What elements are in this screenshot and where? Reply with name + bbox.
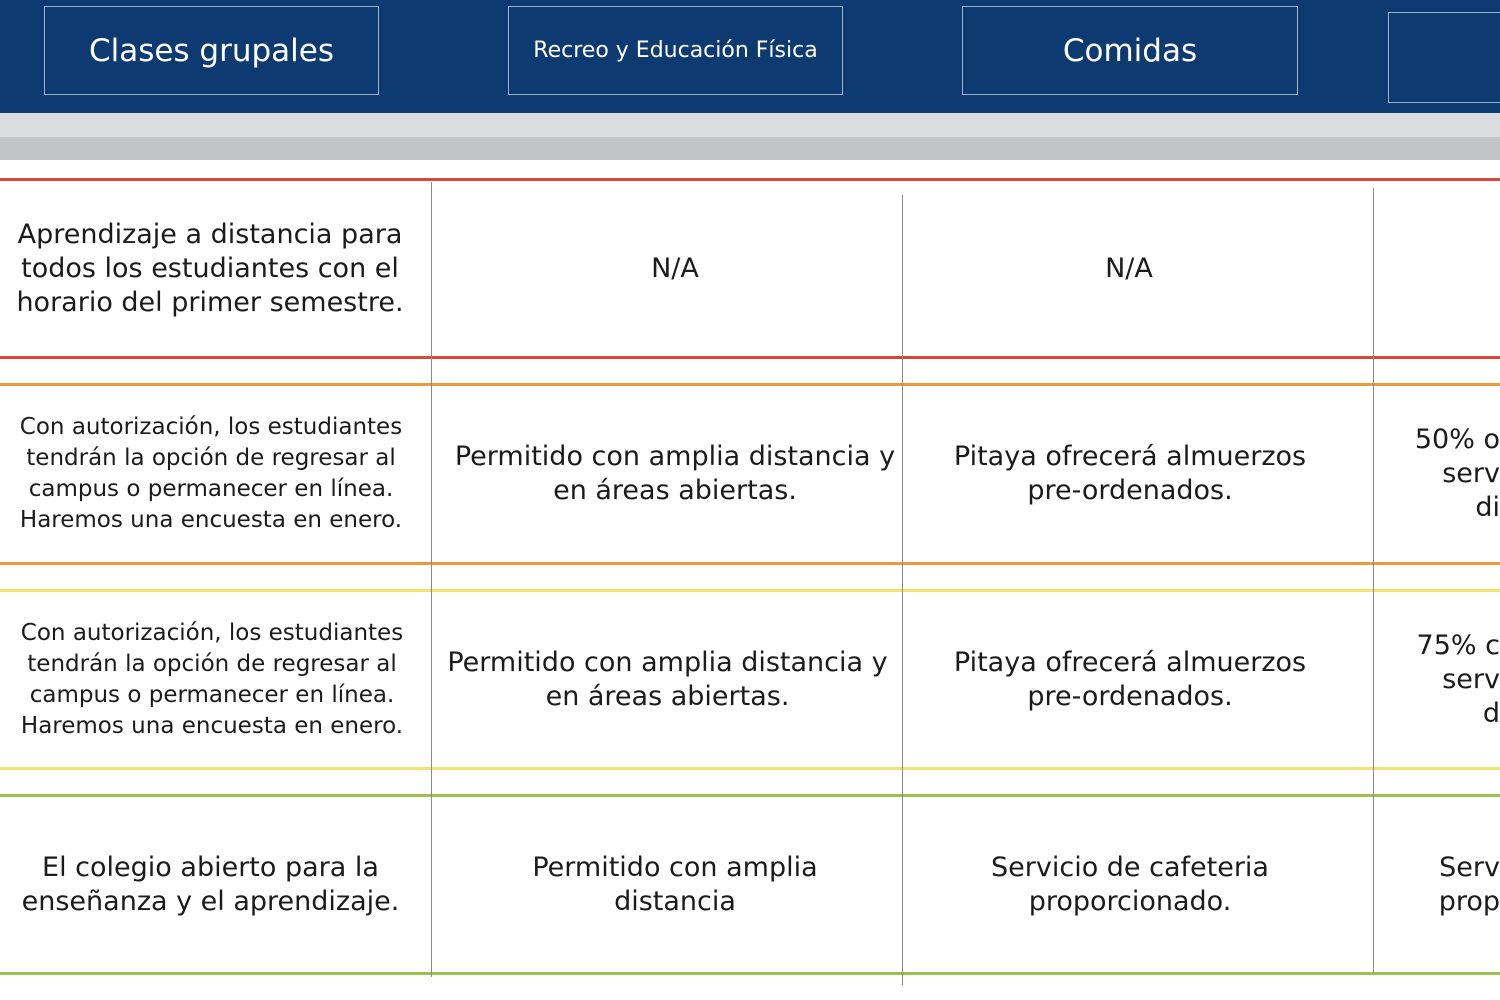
column-divider-3 — [1373, 188, 1374, 973]
cell-yellow-partial: 75% c serv d — [1416, 629, 1500, 729]
cell-red-recreo: N/A — [651, 252, 699, 284]
column-divider-1 — [431, 182, 432, 977]
divider-band-dark — [0, 137, 1500, 160]
row-green-bottom-line — [0, 972, 1500, 975]
cell-red-clases: Aprendizaje a distancia para todos los estudiantes con el horario del primer semestre. — [16, 218, 404, 318]
row-red-bottom-line — [0, 356, 1500, 359]
cell-yellow-comidas: Pitaya ofrecerá almuerzos pre-ordenados. — [953, 646, 1307, 712]
cell-yellow-recreo: Permitido con amplia distancia y en áreas abiertas. — [447, 646, 888, 712]
header-bar — [0, 0, 1500, 113]
row-orange-bottom-line — [0, 562, 1500, 565]
cell-green-recreo: Permitido con amplia distancia — [532, 851, 818, 917]
cell-orange-comidas: Pitaya ofrecerá almuerzos pre-ordenados. — [953, 441, 1307, 506]
cell-red-comidas: N/A — [1105, 252, 1153, 284]
tab-clases-grupales[interactable]: Clases grupales — [44, 6, 379, 95]
cell-green-comidas: Servicio de cafeteria proporcionado. — [991, 851, 1269, 917]
cell-orange-clases: Con autorización, los estudiantes tendrán la opción de regresar al campus o permanecer en línea. Haremos una encuesta en enero. — [19, 414, 403, 533]
cell-green-clases: El colegio abierto para la enseñanza y el aprendizaje. — [21, 851, 400, 917]
cell-yellow-clases: Con autorización, los estudiantes tendrán la opción de regresar al campus o permanecer en línea. Haremos una encuesta en enero. — [20, 619, 404, 739]
divider-band-light — [0, 113, 1500, 137]
row-yellow-bottom-line — [0, 767, 1500, 770]
tab-recreo-educacion-fisica[interactable]: Recreo y Educación Física — [508, 6, 843, 95]
tab-partial[interactable] — [1388, 12, 1500, 103]
cell-orange-recreo: Permitido con amplia distancia y en áreas abiertas. — [454, 441, 896, 506]
cell-green-partial: Serv prop — [1438, 851, 1500, 917]
cell-orange-partial: 50% o serv di — [1414, 424, 1500, 523]
tab-comidas[interactable]: Comidas — [962, 6, 1298, 95]
